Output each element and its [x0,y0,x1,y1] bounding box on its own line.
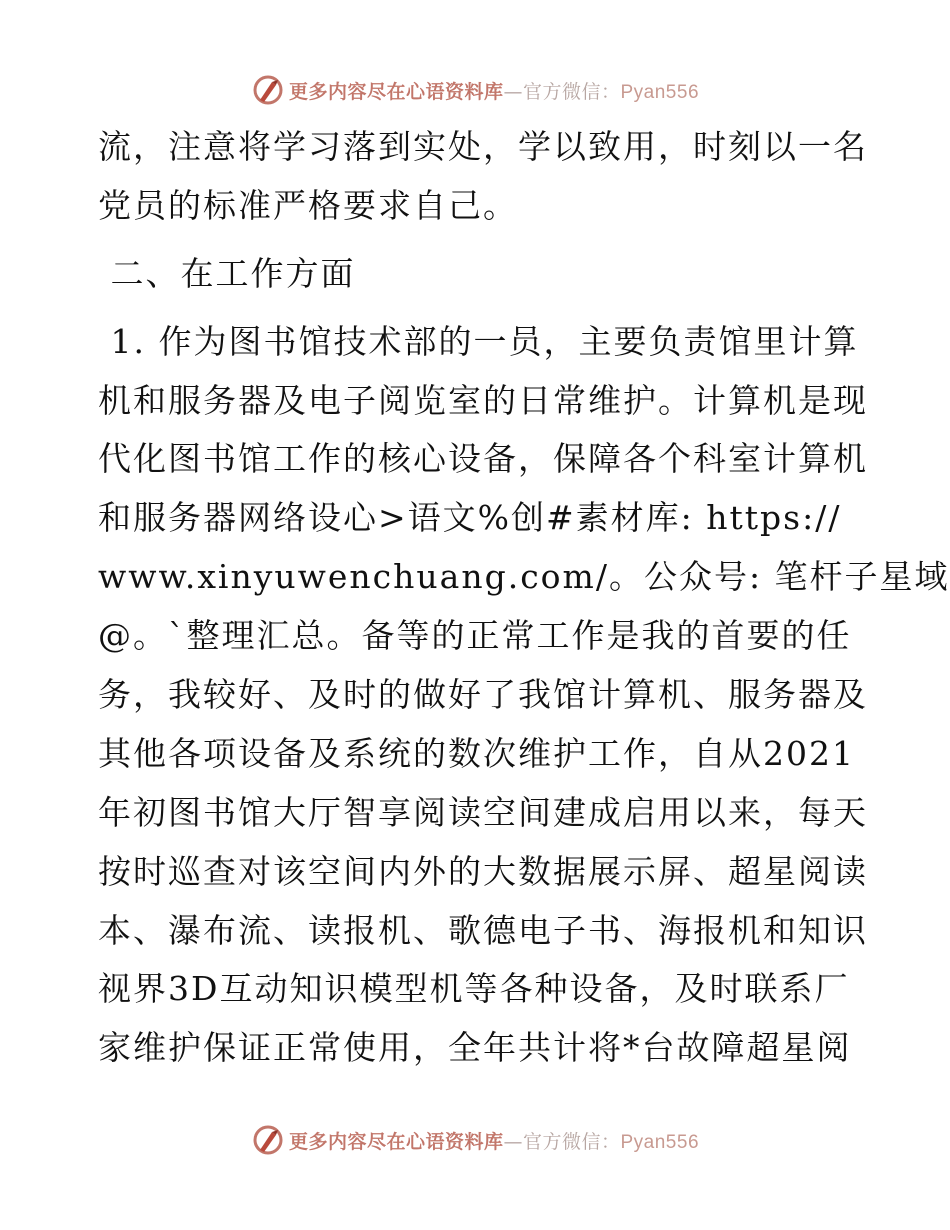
watermark-official-label: 官方微信： [522,1130,621,1153]
watermark-text [289,1127,699,1154]
watermark-text [289,77,699,104]
watermark-official-label: 官方微信： [522,80,621,103]
text-line: 家维护保证正常使用，全年共计将*台故障超星阅 [98,1028,852,1068]
text-line: 代化图书馆工作的核心设备，保障各个科室计算机 [98,439,868,479]
text-line: 视界3D互动知识模型机等各种设备，及时联系厂 [98,969,850,1009]
footer-watermark [0,1120,950,1160]
document-body [98,118,950,1078]
watermark-separator: — [503,1130,523,1153]
text-line: www.xinyuwenchuang.com/。公众号: 笔杆子星域 [98,557,950,597]
text-line: 1. 作为图书馆技术部的一员，主要负责馆里计算 [98,321,859,361]
watermark-handle: Pyan556 [620,1131,700,1153]
text-line: 年初图书馆大厅智享阅读空间建成启用以来，每天 [98,792,868,832]
text-line: 其他各项设备及系统的数次维护工作，自从2021 [98,733,855,773]
watermark-brand: 更多内容尽在心语资料库 [288,80,504,103]
header-watermark [0,70,950,110]
text-line: 务，我较好、及时的做好了我馆计算机、服务器及 [98,675,868,715]
text-line: @。`整理汇总。备等的正常工作是我的首要的任 [98,616,852,656]
text-line: 机和服务器及电子阅览室的日常维护。计算机是现 [98,380,868,420]
text-line: 党员的标准严格要求自己。 [98,185,518,225]
pen-nib-circle-icon [251,73,285,107]
pen-nib-circle-icon [251,1123,285,1157]
text-line: 流，注意将学习落到实处，学以致用，时刻以一名 [98,127,868,166]
text-line: 本、瀑布流、读报机、歌德电子书、海报机和知识 [98,910,868,950]
text-line: 按时巡查对该空间内外的大数据展示屏、超星阅读 [98,851,868,891]
text-line: 和服务器网络设心>语文%创#素材库: https:// [98,498,842,538]
watermark-separator: — [503,80,523,103]
section-heading: 二、在工作方面 [98,253,356,293]
watermark-brand: 更多内容尽在心语资料库 [288,1130,504,1153]
watermark-handle: Pyan556 [620,81,700,103]
